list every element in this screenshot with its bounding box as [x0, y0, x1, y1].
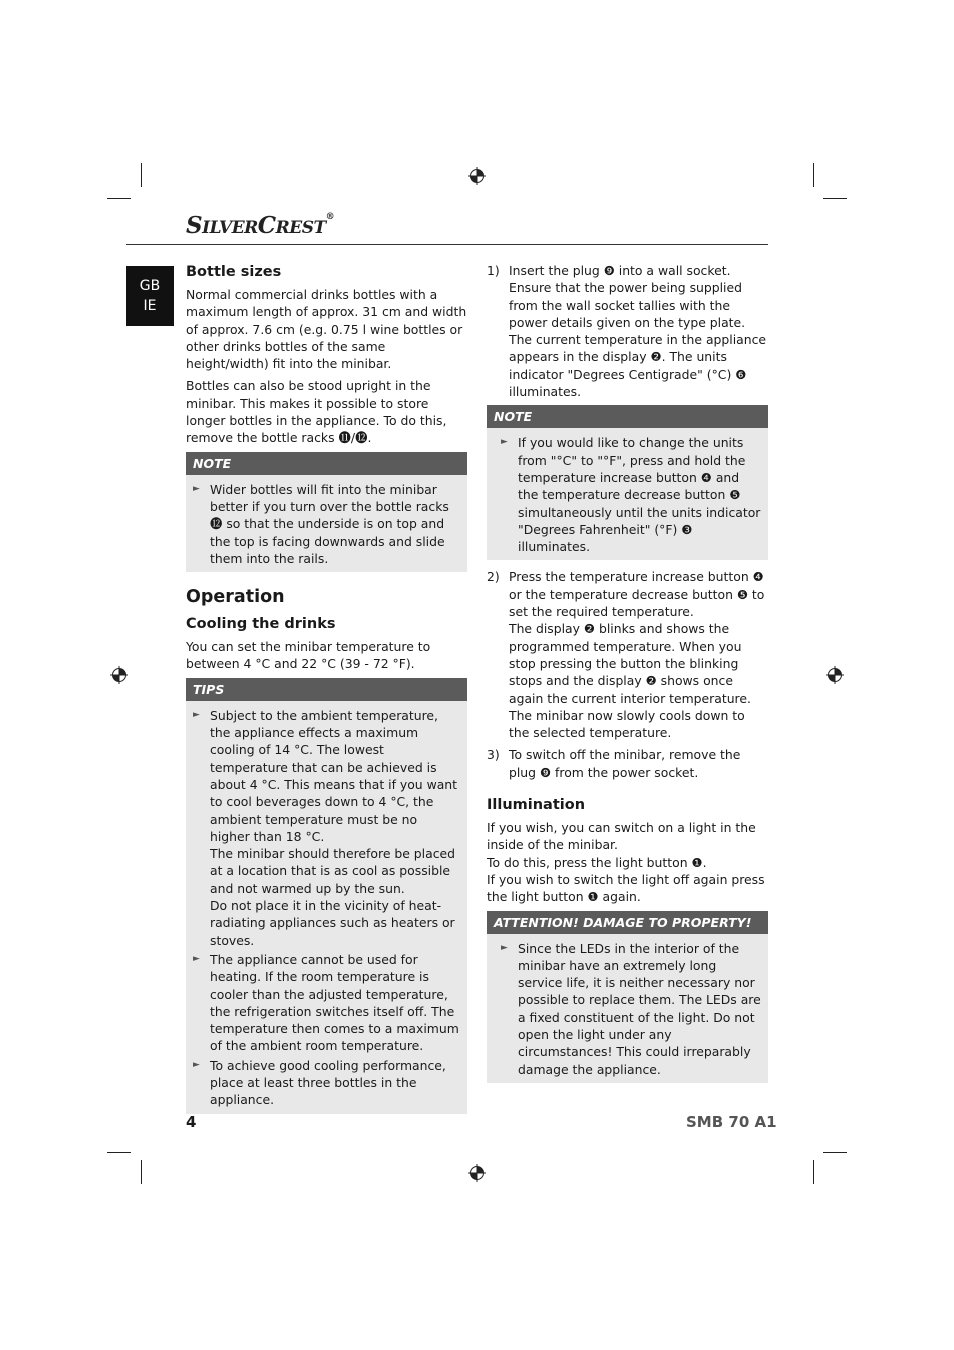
crop-mark: [823, 198, 847, 199]
crop-mark: [107, 1152, 131, 1153]
attention-box: [487, 911, 768, 1083]
page-number: 4: [186, 1113, 197, 1131]
section-heading-bottle-sizes: Bottle sizes: [186, 264, 282, 280]
step-text: Press the temperature increase button ❹ or the temperature decrease button ❺ to set the required temperature. The display ❷ blinks and shows the programmed temperature. When you stop pressing the button the blinking stops and the display ❷ shows once again the current interior temperature. The minibar now slowly cools down to the selected temperature.: [509, 569, 765, 741]
section-heading-illumination: Illumination: [487, 797, 586, 814]
crop-mark: [141, 1160, 142, 1184]
bullet-arrow-icon: ►: [193, 1059, 200, 1070]
logo-letters: ILVER: [202, 218, 258, 238]
bullet-arrow-icon: ►: [501, 437, 508, 448]
step-number: 3): [487, 747, 500, 763]
attention-box-title: ATTENTION! DAMAGE TO PROPERTY!: [487, 911, 768, 934]
list-item-text: The appliance cannot be used for heating. If the room temperature is cooler than the adjusted temperature, the refrigeration switches itself off. The temperature then comes to a maximum of the ambient room temperature.: [210, 951, 459, 1054]
list-item: [193, 1057, 460, 1109]
paragraph: If you wish, you can switch on a light in the inside of the minibar. To do this, press the light button ❶. If you wish to switch the light off again press the light button ❶ again.: [487, 820, 765, 905]
list-item: [193, 707, 460, 949]
registered-mark: ®: [325, 212, 335, 222]
logo-letter: C: [257, 212, 276, 239]
list-item: [494, 940, 761, 1078]
crop-mark: [813, 163, 814, 187]
tips-box-title: TIPS: [186, 678, 467, 701]
subsection-heading-cooling: Cooling the drinks: [186, 616, 336, 633]
list-item-text: Wider bottles will fit into the minibar better if you turn over the bottle racks ⓬ so that the underside is on top and the top is facing downwards and slide them into the rails.: [210, 481, 449, 566]
step-number: 2): [487, 569, 500, 585]
tips-box: [186, 678, 467, 1114]
note-box: [487, 405, 768, 560]
registration-mark-icon: [468, 1164, 486, 1182]
registration-mark-icon: [110, 666, 128, 684]
list-item-text: Subject to the ambient temperature, the appliance effects a maximum cooling of 14 °C. The lowest temperature that can be achieved is about 4 °C. This means that if you want to cool beverages down to 4 °C, the ambient temperature must be no higher than 18 °C. The minibar should therefore be placed at a location that is as cool as possible and not warmed up by the sun. Do not place it in the vicinity of heat-radiating appliances such as heaters or stoves.: [210, 707, 458, 948]
step-item: [487, 568, 768, 741]
step-number: 1): [487, 263, 500, 278]
step-item: [487, 262, 768, 400]
paragraph: You can set the minibar temperature to between 4 °C and 22 °C (39 - 72 °F).: [186, 639, 431, 672]
logo-letter: S: [186, 212, 203, 239]
model-number: SMB 70 A1: [686, 1113, 777, 1131]
note-box-title: NOTE: [487, 405, 768, 428]
list-item: [193, 951, 460, 1055]
right-column: [487, 262, 768, 1091]
crop-mark: [823, 1152, 847, 1153]
logo-letters: REST: [275, 218, 326, 238]
list-item: [193, 481, 460, 567]
crop-mark: [107, 198, 131, 199]
registration-mark-icon: [468, 167, 486, 185]
crop-mark: [813, 1160, 814, 1184]
step-item: [487, 746, 768, 781]
list-item-text: To achieve good cooling performance, place at least three bottles in the appliance.: [210, 1057, 446, 1108]
bullet-arrow-icon: ►: [193, 483, 200, 494]
section-heading-operation: Operation: [186, 587, 285, 608]
language-code: GB: [139, 278, 161, 294]
header-divider: [126, 244, 768, 245]
list-item-text: Since the LEDs in the interior of the minibar have an extremely long service life, it is neither necessary nor possible to replace them. The LEDs are a fixed constituent of the light. Do not open the light under any circumstances! This could irreparably damage the appliance.: [518, 940, 761, 1077]
list-item-text: If you would like to change the units from "°C" to "°F", press and hold the temperature increase button ❹ and the temperature decrease button ❺ simultaneously until the units indicator "Degrees Fahrenheit" (°F) ❸ illuminates.: [518, 435, 761, 555]
bullet-arrow-icon: ►: [501, 942, 508, 953]
note-box: [186, 452, 467, 572]
paragraph: Normal commercial drinks bottles with a maximum length of approx. 31 cm and width of approx. 7.6 cm (e.g. 0.75 l wine bottles or other drinks bottles of the same height/width) fit into the minibar.: [186, 287, 467, 372]
crop-mark: [141, 163, 142, 187]
step-text: Insert the plug ❾ into a wall socket. Ensure that the power being supplied from the wall socket tallies with the power details given on the type plate. The current temperature in the appliance appears in the display ❷. The units indicator "Degrees Centigrade" (°C) ❻ illuminates.: [509, 263, 767, 400]
bullet-arrow-icon: ►: [193, 709, 200, 720]
registration-mark-icon: [826, 666, 844, 684]
language-tab: [126, 266, 174, 326]
left-column: [186, 262, 467, 1122]
bullet-arrow-icon: ►: [193, 953, 200, 964]
language-code: IE: [143, 298, 157, 314]
step-text: To switch off the minibar, remove the plug ❾ from the power socket.: [509, 747, 741, 780]
brand-logo: [186, 212, 334, 239]
list-item: [494, 434, 761, 555]
paragraph: Bottles can also be stood upright in the minibar. This makes it possible to store longer bottles in the appliance. To do this, remove the bottle racks ⓫/⓬.: [186, 378, 447, 446]
note-box-title: NOTE: [186, 452, 467, 475]
